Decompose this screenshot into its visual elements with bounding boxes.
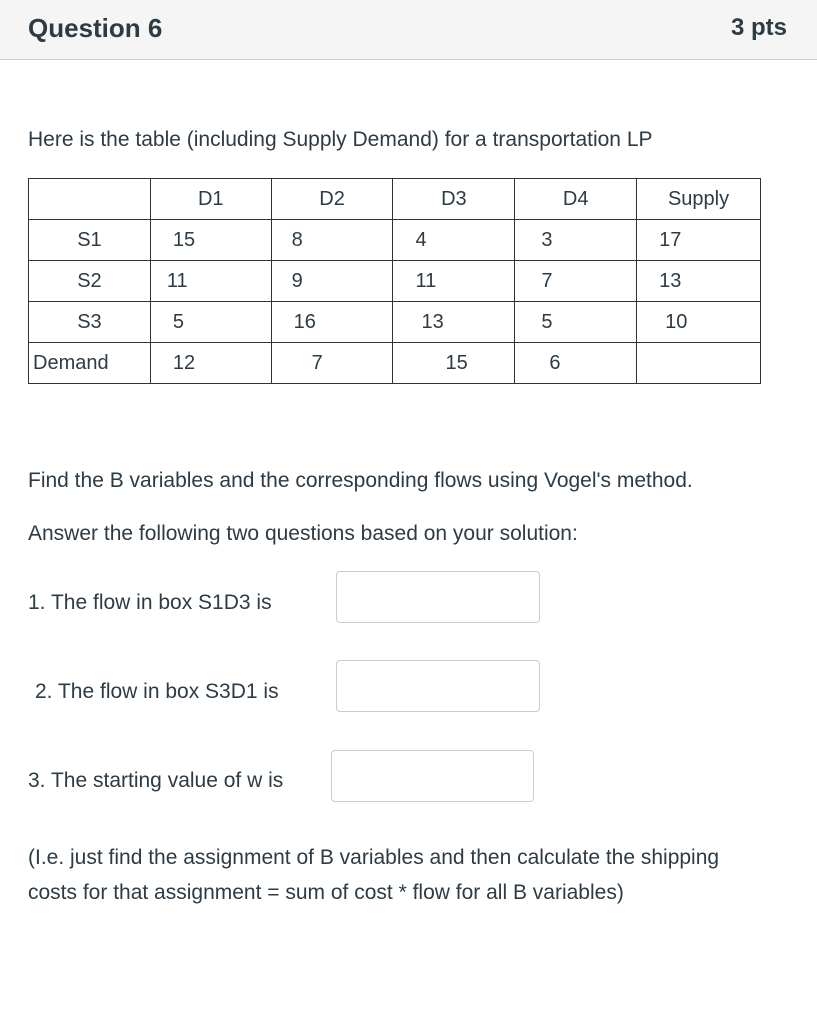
table-cell: 11	[393, 261, 515, 302]
question-points: 3 pts	[730, 14, 787, 41]
table-cell: 15	[150, 220, 271, 261]
table-row-label: S2	[29, 261, 151, 302]
table-header-cell: D1	[150, 179, 271, 220]
table-header-cell: Supply	[637, 179, 761, 220]
table-cell: 5	[515, 302, 637, 343]
table-cell: 8	[271, 220, 393, 261]
answer-1-input[interactable]	[336, 571, 540, 623]
intro-text: Here is the table (including Supply Demand) for a transportation LP	[28, 128, 653, 151]
table-cell: 17	[637, 220, 761, 261]
table-cell: 9	[271, 261, 393, 302]
table-cell: 13	[393, 302, 515, 343]
table-row	[29, 261, 761, 302]
table-header-row	[29, 179, 761, 220]
instruction-answer: Answer the following two questions based on your solution:	[28, 522, 578, 545]
table-row-label: S3	[29, 302, 151, 343]
table-header-cell	[29, 179, 151, 220]
table-row	[29, 343, 761, 384]
table-row	[29, 220, 761, 261]
table-row-label: Demand	[29, 343, 151, 384]
question-title: Question 6	[28, 13, 163, 43]
table-cell: 6	[515, 343, 637, 384]
instruction-find: Find the B variables and the corresponding flows using Vogel's method.	[28, 469, 693, 492]
table-cell: 16	[271, 302, 393, 343]
question-2-label: 2. The flow in box S3D1 is	[35, 680, 279, 703]
answer-3-input[interactable]	[331, 750, 534, 802]
table-row-label: S1	[29, 220, 151, 261]
table-cell: 7	[271, 343, 393, 384]
table-header-cell: D2	[271, 179, 393, 220]
answer-2-input[interactable]	[336, 660, 540, 712]
question-1-label: 1. The flow in box S1D3 is	[28, 591, 272, 614]
table-cell: 3	[515, 220, 637, 261]
table-header-cell: D4	[515, 179, 637, 220]
question-3-label: 3. The starting value of w is	[28, 769, 284, 792]
table-cell: 11	[150, 261, 271, 302]
table-cell: 5	[150, 302, 271, 343]
transportation-table	[28, 178, 761, 384]
table-cell: 15	[393, 343, 515, 384]
table-cell: 10	[637, 302, 761, 343]
note-text: (I.e. just find the assignment of B variables and then calculate the shipping costs for that assignment = sum of cost * flow for all B variables)	[28, 846, 720, 904]
table-cell: 13	[637, 261, 761, 302]
question-header	[0, 0, 817, 60]
table-row	[29, 302, 761, 343]
table-cell	[637, 343, 761, 384]
table-cell: 12	[150, 343, 271, 384]
table-cell: 7	[515, 261, 637, 302]
table-cell: 4	[393, 220, 515, 261]
table-header-cell: D3	[393, 179, 515, 220]
